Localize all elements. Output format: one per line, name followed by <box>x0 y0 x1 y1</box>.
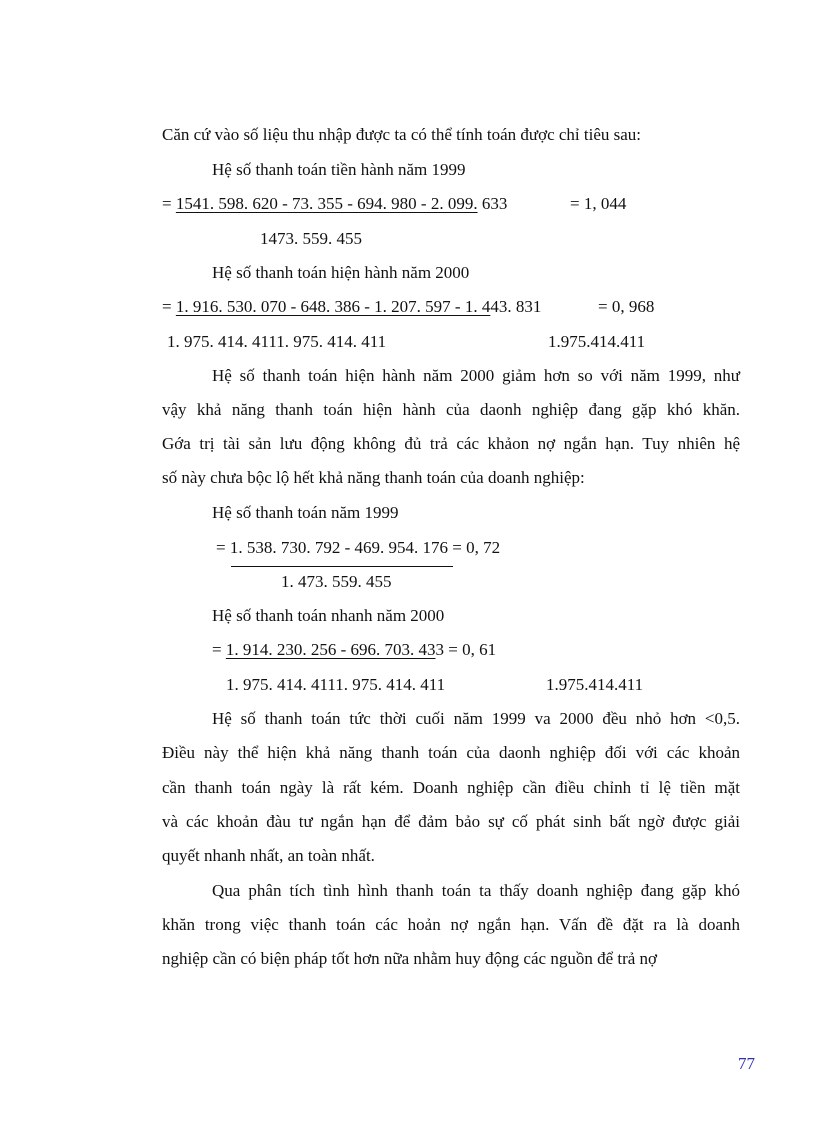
quick-1999-denominator: 1. 473. 559. 455 <box>281 572 392 591</box>
current-2000-denominator-b: 1.975.414.411 <box>548 332 646 351</box>
current-2000-denominator-a: 1. 975. 414. 4111. 975. 414. 411 <box>167 332 387 351</box>
quick-2000-numerator-tail: 3 = 0, 61 <box>435 640 497 659</box>
analysis-1-line-2: vậy khả năng thanh toán hiện hành của daonh nghiệp đang gặp khó khăn. <box>162 400 740 419</box>
current-1999-denominator: 1473. 559. 455 <box>260 229 362 248</box>
analysis-2-line-2: Điều này thể hiện khả năng thanh toán của daonh nghiệp đối với các khoản <box>162 743 740 762</box>
analysis-1-line-4: số này chưa bộc lộ hết khả năng thanh toán của doanh nghiệp: <box>162 468 585 487</box>
conclusion-line-1: Qua phân tích tình hình thanh toán ta thấy doanh nghiệp đang gặp khó <box>212 881 740 900</box>
current-1999-formula <box>162 193 507 215</box>
current-2000-numerator-tail: 43. 831 <box>490 297 542 316</box>
quick-1999-formula: = 1. 538. 730. 792 - 469. 954. 176 = 0, 72 <box>216 538 501 557</box>
analysis-1-line-1: Hệ số thanh toán hiện hành năm 2000 giảm hơn so với năm 1999, như <box>212 366 740 385</box>
analysis-2-line-4: và các khoản đàu tư ngắn hạn để đảm bảo sự cố phát sinh bất ngờ được giải <box>162 812 740 831</box>
analysis-1-line-3: Gớa trị tài sản lưu động không đủ trả các khảon nợ ngắn hạn. Tuy nhiên hệ <box>162 434 740 453</box>
quick-1999-label: Hệ số thanh toán năm 1999 <box>212 503 399 522</box>
quick-2000-label: Hệ số thanh toán nhanh năm 2000 <box>212 606 445 625</box>
current-2000-numerator: 1. 916. 530. 070 - 648. 386 - 1. 207. 597 - 1. 4 <box>175 297 491 316</box>
quick-1999-fraction-bar <box>231 566 453 567</box>
analysis-2-line-1: Hệ số thanh toán tức thời cuối năm 1999 va 2000 đều nhỏ hơn <0,5. <box>212 709 740 728</box>
quick-2000-denominator-b: 1.975.414.411 <box>546 675 644 694</box>
eq-prefix: = <box>212 640 226 659</box>
current-2000-result: = 0, 968 <box>598 297 655 316</box>
conclusion-line-2: khăn trong việc thanh toán các hoản nợ ngắn hạn. Vấn đề đặt ra là doanh <box>162 915 740 934</box>
current-2000-label: Hệ số thanh toán hiện hành năm 2000 <box>212 263 470 282</box>
current-1999-numerator-tail: 633 <box>477 194 508 213</box>
current-1999-numerator: 1541. 598. 620 - 73. 355 - 694. 980 - 2. 099. <box>175 194 478 213</box>
conclusion-line-3: nghiệp cần có biện pháp tốt hơn nữa nhằm huy động các nguồn để trả nợ <box>162 949 658 968</box>
quick-2000-denominator-a: 1. 975. 414. 4111. 975. 414. 411 <box>226 675 446 694</box>
eq-prefix: = <box>162 194 176 213</box>
current-1999-result: = 1, 044 <box>570 194 627 213</box>
current-2000-formula <box>162 296 541 318</box>
eq-prefix: = <box>162 297 176 316</box>
analysis-2-line-3: cần thanh toán ngày là rất kém. Doanh nghiệp cần điều chỉnh tỉ lệ tiền mặt <box>162 778 740 797</box>
page-number: 77 <box>738 1054 755 1073</box>
quick-2000-formula <box>212 639 496 661</box>
quick-2000-numerator: 1. 914. 230. 256 - 696. 703. 43 <box>225 640 436 659</box>
current-1999-label: Hệ số thanh toán tiền hành năm 1999 <box>212 160 466 179</box>
analysis-2-line-5: quyết nhanh nhất, an toàn nhất. <box>162 846 375 865</box>
intro-text: Căn cứ vào số liệu thu nhập được ta có thể tính toán được chỉ tiêu sau: <box>162 125 642 144</box>
